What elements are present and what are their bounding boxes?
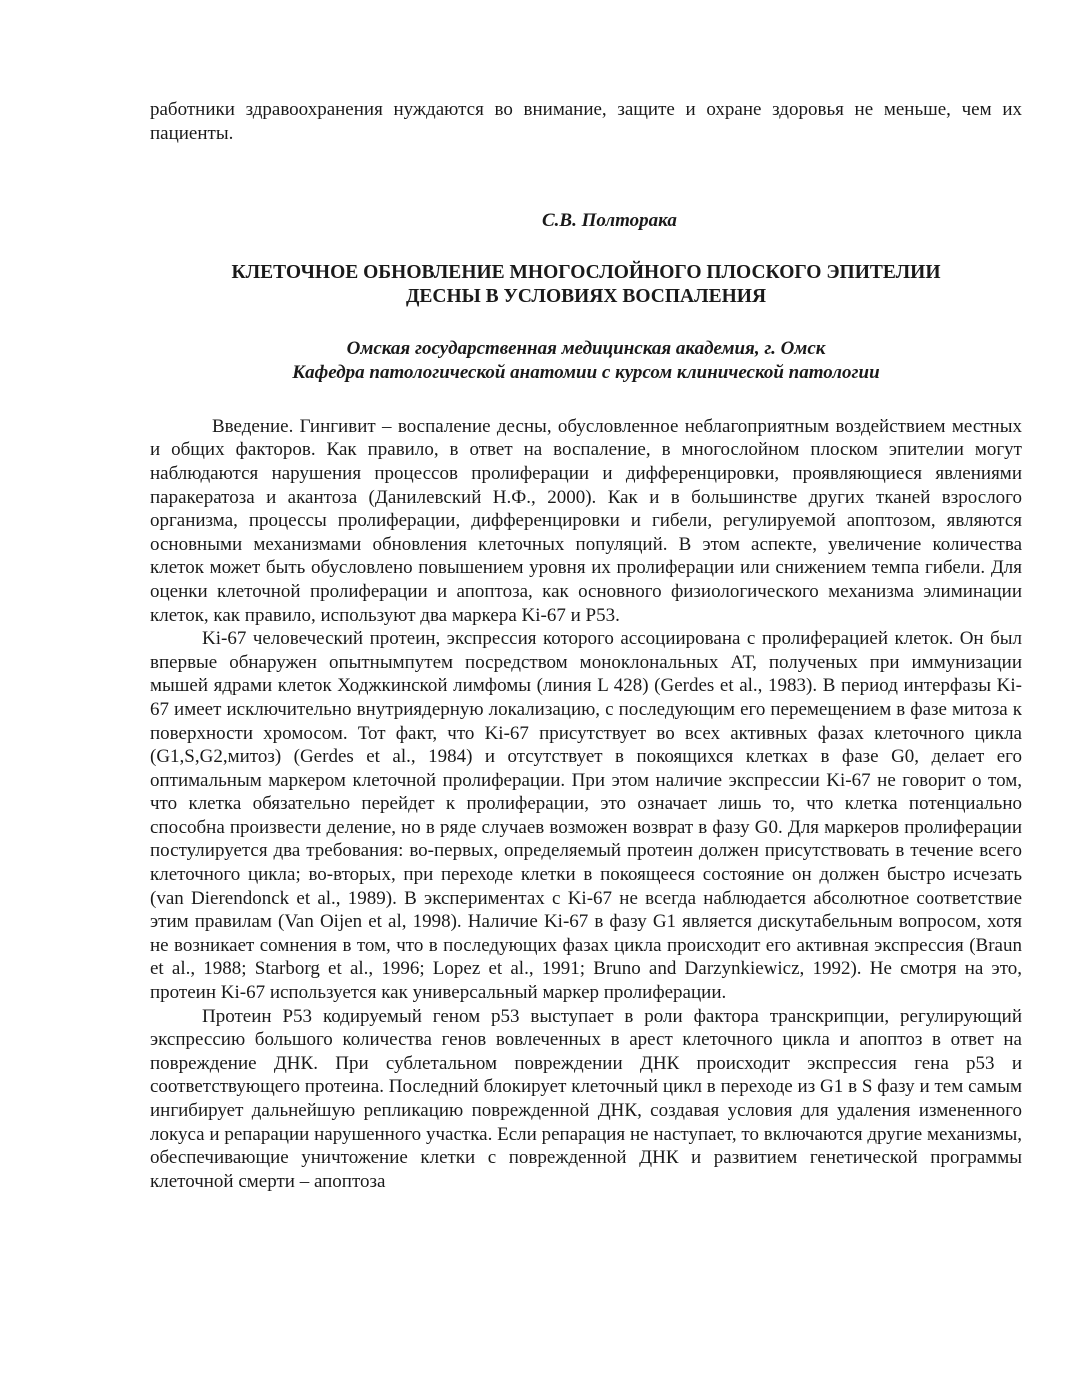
author-name: С.В. Полторака xyxy=(542,210,677,232)
affiliation xyxy=(150,337,1022,385)
title-line-2: ДЕСНЫ В УСЛОВИЯХ ВОСПАЛЕНИЯ xyxy=(405,285,767,307)
paragraph-ki67: Ki-67 человеческий протеин, экспрессия которого ассоциирована с пролиферацией клеток. Он был впервые обнаружен опытнымпутем посредством моноклональных АТ, полученых при иммунизации мышей ядрами клеток Ходжкинской лимфомы (линия L 428) (Gerdes et al., 1983). В период интерфазы Ki-67 имеет исключительно внутриядерную локализацию, с последующим его перемещением в фазе митоза к поверхности хромосом. Тот факт, что Ki-67 присутствует во всех активных фазах клеточного цикла (G1,S,G2,митоз) (Gerdes et al., 1984) и отсутствует в покоящихся клетках в фазе G0, делает его оптимальным маркером клеточной пролиферации. При этом наличие экспрессии Ki-67 не говорит о том, что клетка обязательно перейдет к пролиферации, это означает лишь то, что клетка потенциально способна произвести деление, но в ряде случаев возможен возврат в фазу G0. Для маркеров пролиферации постулируется два требования: во-первых, определяемый протеин должен присутствовать в течение всего клеточного цикла; во-вторых, при переходе клетки в покоящееся состояние он должен быстро исчезать (van Dierendonck et al., 1989). В экспериментах с Ki-67 не всегда наблюдается абсолютное соответствие этим правилам (Van Oijen et al, 1998). Наличие Ki-67 в фазу G1 является дискутабельным вопросом, хотя не возникает сомнения в том, что в последующих фазах цикла происходит его активная экспрессия (Braun et al., 1988; Starborg et al., 1996; Lopez et al., 1991; Bruno and Darzynkiewicz, 1992). Не смотря на это, протеин Ki-67 используется как универсальный маркер пролиферации. xyxy=(150,628,1022,1004)
article-title xyxy=(150,261,1022,309)
document-page xyxy=(150,98,1022,1193)
paragraph-introduction: Введение. Гингивит – воспаление десны, обусловленное неблагоприятным воздействием местных и общих факторов. Как правило, в ответ на воспаление, в многослойном плоском эпителии могут наблюдаются нарушения процессов пролиферации и дифференцировки, проявляющиеся явлениями паракератоза и акантоза (Данилевский Н.Ф., 2000). Как и в большинстве других тканей взрослого организма, процессы пролиферации, дифференцировки и гибели, регулируемой апоптозом, являются основными механизмами обновления клеточных популяций. В этом аспекте, увеличение количества клеток может быть обусловлено повышением уровня их пролиферации или снижением темпа гибели. Для оценки клеточной пролиферации и апоптоза, как основного физиологического механизма элиминации клеток, как правило, используют два маркера Ki-67 и P53. xyxy=(150,415,1022,626)
affiliation-institution: Омская государственная медицинская академия, г. Омск xyxy=(346,337,826,359)
carryover-paragraph: работники здравоохранения нуждаются во внимание, защите и охране здоровья не меньше, чем их пациенты. xyxy=(150,99,1022,144)
title-line-1: КЛЕТОЧНОЕ ОБНОВЛЕНИЕ МНОГОСЛОЙНОГО ПЛОСКОГО ЭПИТЕЛИИ xyxy=(231,261,941,283)
paragraph-p53: Протеин P53 кодируемый геном p53 выступает в роли фактора транскрипции, регулирующий экспрессию большого количества генов вовлеченных в арест клеточного цикла и апоптоз в ответ на повреждение ДНК. При сублетальном повреждении ДНК происходит экспрессия гена p53 и соответствующего протеина. Последний блокирует клеточный цикл в переходе из G1 в S фазу и тем самым ингибирует дальнейшую репликацию поврежденной ДНК, создавая условия для удаления измененного локуса и репарации нарушенного участка. Если репарация не наступает, то включаются другие механизмы, обеспечивающие уничтожение клетки с поврежденной ДНК и развитием генетической программы клеточной смерти – апоптоза xyxy=(150,1005,1022,1192)
affiliation-department: Кафедра патологической анатомии с курсом клинической патологии xyxy=(292,361,880,383)
